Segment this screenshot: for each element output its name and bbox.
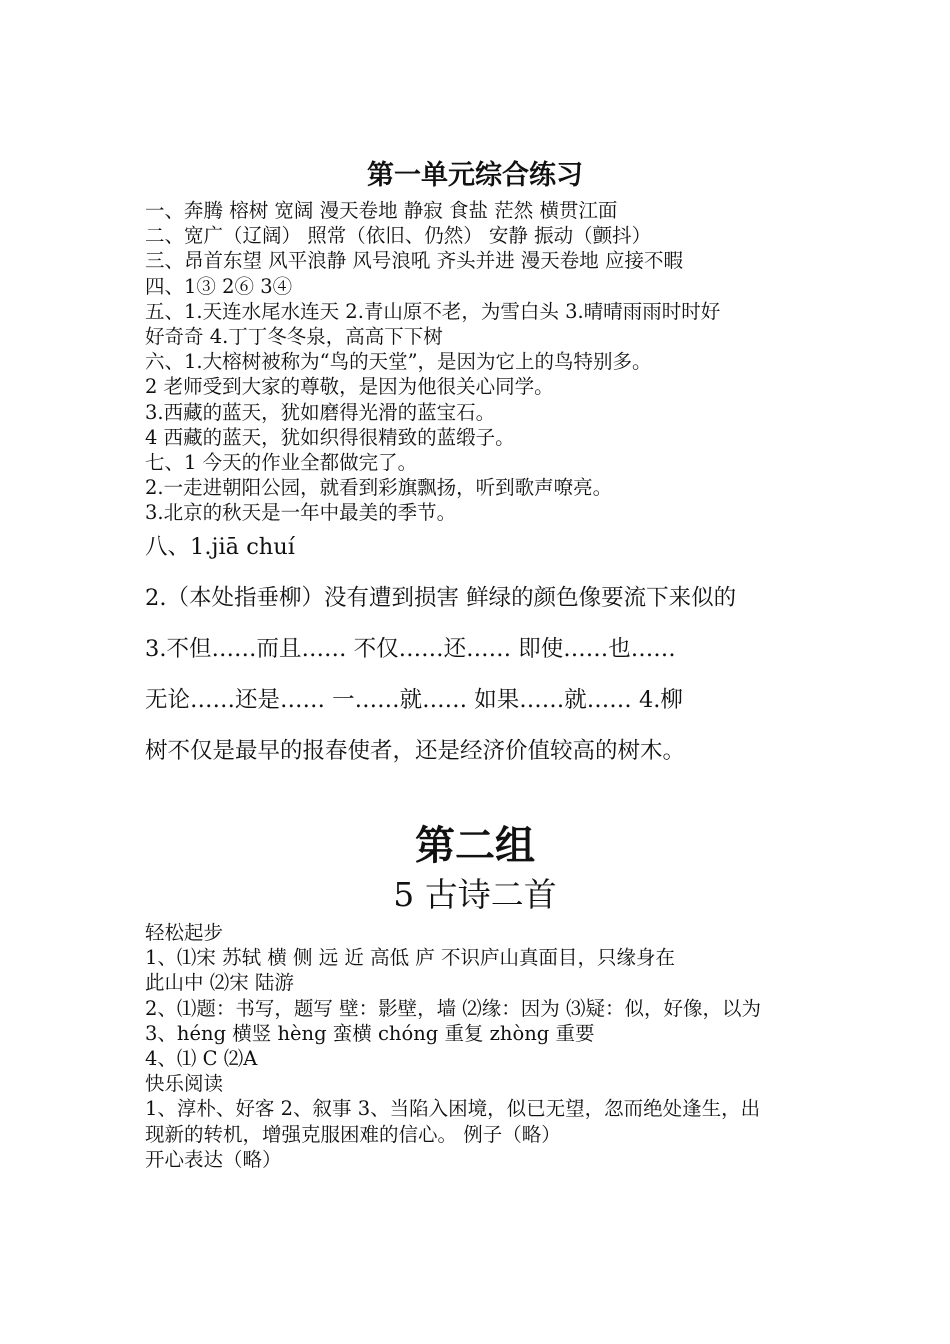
section-heading: 轻松起步 [145, 921, 224, 944]
lesson-five-answers [145, 920, 810, 1172]
unit-one-title: 第一单元综合练习 [367, 160, 583, 191]
answer-line: 3.西藏的蓝天，犹如磨得光滑的蓝宝石。 [145, 400, 496, 424]
group-two-title: 第二组 [415, 822, 535, 869]
answer-line: 1、⑴宋 苏轼 横 侧 远 近 高低 庐 不识庐山真面目，只缘身在 [145, 946, 675, 970]
answer-line: 此山中 ⑵宋 陆游 [145, 971, 294, 995]
answer-line: 2.（本处指垂柳）没有遭到损害 鲜绿的颜色像要流下来似的 [145, 585, 737, 611]
question-eight-answers [145, 522, 810, 777]
section-heading: 快乐阅读 [145, 1072, 224, 1096]
answer-line: 树不仅是最早的报春使者，还是经济价值较高的树木。 [145, 738, 686, 764]
answer-line: 3.不但……而且…… 不仅……还…… 即使……也…… [145, 636, 676, 662]
answer-line: 4 西藏的蓝天，犹如织得很精致的蓝缎子。 [145, 425, 515, 449]
answer-line: 五、1.天连水尾水连天 2.青山原不老，为雪白头 3.晴晴雨雨时时好 [145, 299, 721, 323]
section-heading: 开心表达（略） [145, 1147, 282, 1171]
answer-line: 三、昂首东望 风平浪静 风号浪吼 齐头并进 漫天卷地 应接不暇 [145, 249, 683, 273]
answer-line: 七、1 今天的作业全都做完了。 [145, 450, 418, 474]
answer-line: 3、héng 横竖 hèng 蛮横 chóng 重复 zhòng 重要 [145, 1021, 595, 1045]
answer-line: 2、⑴题：书写，题写 壁：影壁，墙 ⑵缘：因为 ⑶疑：似，好像，以为 [145, 996, 762, 1020]
answer-line: 四、1③ 2⑥ 3④ [145, 274, 293, 298]
answer-line: 一、奔腾 榕树 宽阔 漫天卷地 静寂 食盐 茫然 横贯江面 [145, 199, 618, 222]
answer-line: 八、1.jiā chuí [145, 534, 295, 560]
answer-line: 1、淳朴、好客 2、叙事 3、当陷入困境，似已无望，忽而绝处逢生，出 [145, 1097, 761, 1121]
answer-line: 二、宽广（辽阔） 照常（依旧、仍然） 安静 振动（颤抖） [145, 224, 652, 248]
answer-line: 2 老师受到大家的尊敬，是因为他很关心同学。 [145, 375, 554, 399]
answer-line: 3.北京的秋天是一年中最美的季节。 [145, 501, 457, 525]
answer-line: 六、1.大榕树被称为“鸟的天堂”，是因为它上的鸟特别多。 [145, 350, 652, 374]
lesson-title: 5 古诗二首 [393, 875, 557, 914]
answer-line: 无论……还是…… 一……就…… 如果……就…… 4.柳 [145, 687, 683, 713]
unit-one-answers [145, 198, 810, 525]
answer-line: 好奇奇 4.丁丁冬冬泉，高高下下树 [145, 324, 443, 348]
answer-line: 2.一走进朝阳公园，就看到彩旗飘扬，听到歌声嘹亮。 [145, 476, 613, 500]
answer-line: 现新的转机，增强克服困难的信心。 例子（略） [145, 1122, 561, 1146]
answer-line: 4、⑴ C ⑵A [145, 1046, 258, 1070]
